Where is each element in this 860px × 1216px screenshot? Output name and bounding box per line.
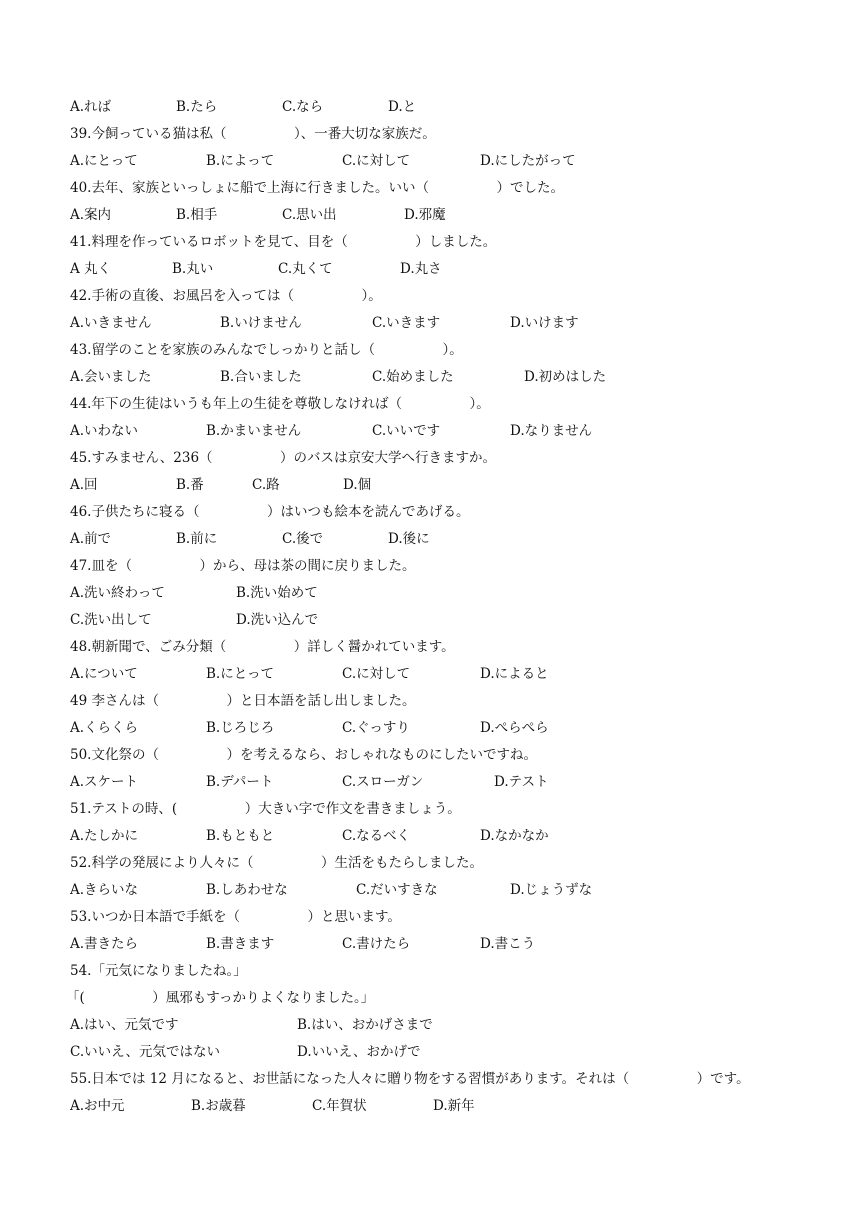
question-text: 39.今飼っている猫は私（ ）、一番大切な家族だ。: [70, 126, 436, 142]
answer-option: C.ぐっすり: [342, 720, 410, 736]
answer-option: D.によると: [480, 666, 549, 682]
answer-option: B.書きます: [206, 936, 275, 952]
answer-option: B.たら: [176, 99, 218, 115]
question-text: 53.いつか日本語で手紙を（ ）と思います。: [70, 909, 401, 925]
answer-option: A.はい、元気です: [70, 1017, 179, 1033]
answer-option: B.はい、おかげさまで: [297, 1017, 433, 1033]
answer-option: D.初めはした: [524, 369, 607, 385]
answer-option: C.なるべく: [342, 828, 411, 844]
answer-option: A.お中元: [70, 1098, 125, 1114]
answer-option: D.と: [388, 99, 417, 115]
answer-option: A 丸く: [70, 261, 112, 277]
answer-option: B.じろじろ: [206, 720, 275, 736]
answer-option: A.にとって: [70, 153, 138, 169]
answer-option: A.きらいな: [70, 882, 139, 898]
answer-option: A.案内: [70, 207, 112, 223]
answer-option: C.丸くて: [278, 261, 333, 277]
answer-option: C.年賀状: [312, 1098, 367, 1114]
answer-option: A.いわない: [70, 423, 139, 439]
answer-option: C.洗い出して: [70, 612, 152, 628]
answer-option: C.思い出: [282, 207, 337, 223]
answer-option: D.いけます: [510, 315, 579, 331]
answer-option: B.番: [176, 477, 204, 493]
question-text: 47.皿を（ ）から、母は茶の間に戻りました。: [70, 558, 416, 574]
answer-option: A.会いました: [70, 369, 152, 385]
answer-option: B.相手: [176, 207, 218, 223]
answer-option: B.デパート: [206, 774, 274, 790]
question-text: 43.留学のことを家族のみんなでしっかりと話し（ ）。: [70, 342, 463, 358]
question-text: 42.手術の直後、お風呂を入っては（ ）。: [70, 288, 382, 304]
answer-option: D.ぺらぺら: [480, 720, 549, 736]
answer-option: A.回: [70, 477, 98, 493]
answer-option: B.お歳暮: [191, 1098, 246, 1114]
answer-option: C.なら: [282, 99, 324, 115]
answer-option: D.じょうずな: [510, 882, 593, 898]
answer-option: A.いきません: [70, 315, 152, 331]
answer-option: B.にとって: [206, 666, 274, 682]
answer-option: D.なかなか: [480, 828, 549, 844]
answer-option: A.洗い終わって: [70, 585, 165, 601]
question-text: 52.科学の発展により人々に（ ）生活をもたらしました。: [70, 855, 483, 871]
answer-option: A.書きたら: [70, 936, 139, 952]
answer-option: C.に対して: [342, 153, 411, 169]
answer-option: C.始めました: [372, 369, 454, 385]
answer-option: C.スローガン: [342, 774, 424, 790]
question-text: 49 李さんは（ ）と日本語を話し出しました。: [70, 693, 416, 709]
answer-option: B.かまいません: [206, 423, 302, 439]
answer-option: D.丸さ: [400, 261, 442, 277]
question-text: 「( ）風邪もすっかりよくなりました。」: [66, 990, 375, 1006]
answer-option: B.合いました: [220, 369, 302, 385]
answer-option: B.洗い始めて: [236, 585, 318, 601]
answer-option: B.前に: [176, 531, 218, 547]
question-text: 40.去年、家族といっしょに船で上海に行きました。いい（ ）でした。: [70, 180, 564, 196]
question-text: 45.すみません、236（ ）のバスは京安大学へ行きますか。: [70, 450, 497, 466]
answer-option: A.たしかに: [70, 828, 139, 844]
question-text: 48.朝新聞で、ごみ分類（ ）詳しく醤かれています。: [70, 639, 455, 655]
answer-option: D.書こう: [480, 936, 536, 952]
question-text: 41.料理を作っているロボットを見て、目を（ ）しました。: [70, 234, 497, 250]
answer-option: C.路: [252, 477, 280, 493]
question-text: 44.年下の生徒はいうも年上の生徒を尊敬しなければ（ ）。: [70, 396, 490, 412]
answer-option: D.後に: [388, 531, 430, 547]
answer-option: A.スケート: [70, 774, 139, 790]
question-text: 51.テストの時、( ）大きい字で作文を書きましょう。: [70, 801, 461, 817]
answer-option: C.いいえ、元気ではない: [70, 1044, 220, 1060]
answer-option: B.によって: [206, 153, 275, 169]
answer-option: B.いけません: [220, 315, 302, 331]
answer-option: D.邪魔: [404, 207, 446, 223]
answer-option: C.いいです: [372, 423, 441, 439]
answer-option: A.について: [70, 666, 138, 682]
question-text: 46.子供たちに寝る（ ）はいつも絵本を読んであげる。: [70, 504, 470, 520]
answer-option: D.新年: [433, 1098, 475, 1114]
answer-option: C.だいすきな: [356, 882, 438, 898]
answer-option: B.しあわせな: [206, 882, 288, 898]
answer-option: C.に対して: [342, 666, 411, 682]
answer-option: D.いいえ、おかげで: [297, 1044, 421, 1060]
answer-option: D.なりません: [510, 423, 593, 439]
question-text: 54.「元気になりましたね。」: [70, 963, 247, 979]
answer-option: A.前で: [70, 531, 112, 547]
question-text: 55.日本では 12 月になると、お世話になった人々に贈り物をする習慣があります。それは（ ）です。: [70, 1071, 750, 1087]
answer-option: C.いきます: [372, 315, 441, 331]
answer-option: D.個: [343, 477, 372, 493]
answer-option: D.にしたがって: [480, 153, 576, 169]
answer-option: B.もともと: [206, 828, 275, 844]
answer-option: D.洗い込んで: [236, 612, 319, 628]
answer-option: A.くらくら: [70, 720, 139, 736]
answer-option: A.れば: [70, 99, 112, 115]
answer-option: B.丸い: [172, 261, 214, 277]
question-text: 50.文化祭の（ ）を考えるなら、おしゃれなものにしたいですね。: [70, 747, 537, 763]
answer-option: D.テスト: [494, 774, 549, 790]
answer-option: C.後で: [282, 531, 324, 547]
answer-option: C.書けたら: [342, 936, 411, 952]
